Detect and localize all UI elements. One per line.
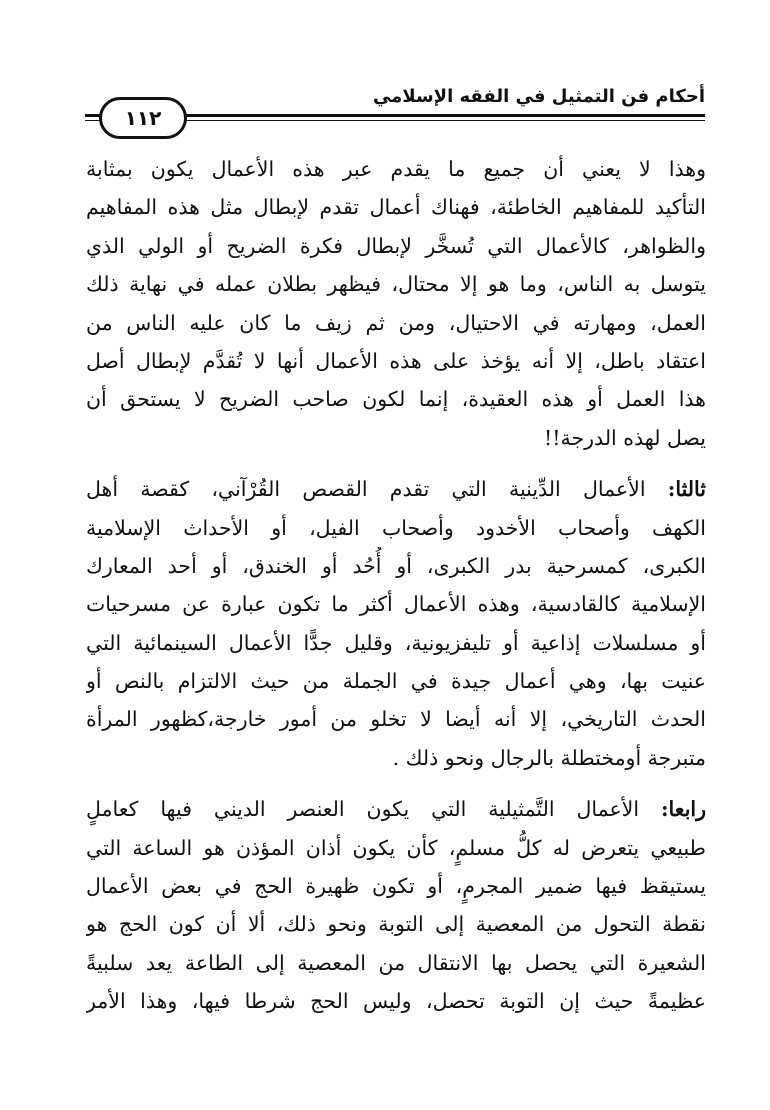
text-line: وهذا لا يعني أن جميع ما يقدم عبر هذه الأعمال يكون بمثابة	[86, 157, 706, 181]
page-number: ١١٢	[99, 97, 187, 139]
text-line: التأكيد للمفاهيم الخاطئة، فهناك أعمال تقدم لإبطال مثل هذه المفاهيم	[86, 195, 706, 220]
text-line: الشعيرة التي يحصل بها الانتقال من المعصية إلى الطاعة يعد سلبيةً	[86, 950, 706, 975]
text-line: أو مسلسلات إذاعية أو تليفزيونية، وقليل جدًّا الأعمال السينمائية التي	[86, 630, 706, 655]
paragraph-3	[86, 790, 706, 1020]
text-line	[86, 470, 706, 508]
text-line: الحدث التاريخي، إلا أنه أيضا لا تخلو من أمور خارجة،كظهور المرأة	[86, 707, 706, 732]
text-line: الإسلامية كالقادسية، وهذه الأعمال أكثر ما تكون عبارة عن مسرحيات	[86, 592, 706, 617]
text-span: الأعمال التَّمثيلية التي يكون العنصر الديني فيها كعاملٍ	[86, 797, 661, 822]
text-line: اعتقاد باطل، إلا أنه يؤخذ على هذه الأعمال أنها لا تُقدَّم لإبطال أصل	[86, 348, 706, 373]
text-line: نقطة التحول من المعصية إلى التوبة ونحو ذلك، ألا أن كون الحج هو	[86, 912, 706, 937]
running-title: أحكام فن التمثيل في الفقه الإسلامي	[372, 86, 705, 107]
paragraph-2	[86, 470, 706, 777]
text-line: يصل لهذه الدرجة!!	[544, 425, 706, 450]
paragraph-gap	[86, 457, 706, 470]
paragraph-gap	[86, 777, 706, 790]
text-line: الكهف وأصحاب الأخدود وأصحاب الفيل، أو الأحداث الإسلامية	[86, 515, 706, 540]
text-line: يستيقظ فيها ضمير المجرمٍ، أو تكون ظهيرة الحج في بعض الأعمال	[86, 874, 706, 899]
paragraph-lead: رابعا:	[660, 797, 706, 822]
page-body	[86, 150, 706, 1021]
text-line: الكبرى، كمسرحية بدر الكبرى، أو أُحُد أو الخندق، أو أحد المعارك	[86, 553, 706, 578]
text-line: عظيمةً حيث إن التوبة تحصل، وليس الحج شرطا فيها، وهذا الأمر	[86, 989, 706, 1014]
paragraph-lead: ثالثا:	[667, 477, 706, 502]
text-line	[86, 790, 706, 828]
text-span: الأعمال الدِّينية التي تقدم القصص القُرْآني، كقصة أهل	[86, 477, 668, 502]
paragraph-1	[86, 150, 706, 457]
text-line: هذا العمل أو هذه العقيدة، إنما لكون صاحب الضريح لا يستحق أن	[86, 387, 706, 412]
text-line: متبرجة أومختطلة بالرجال ونحو ذلك .	[392, 745, 706, 770]
text-line: العمل، ومهارته في الاحتيال، ومن ثم زيف ما كان عليه الناس من	[86, 310, 706, 335]
text-line: يتوسل به الناس، وما هو إلا محتال، فيظهر بطلان عمله في نهاية ذلك	[86, 272, 706, 297]
text-line: والظواهر، كالأعمال التي تُسخَّر لإبطال فكرة الضريح أو الولي الذي	[86, 233, 706, 258]
text-line: عنيت بها، وهي أعمال جيدة في الجملة من حيث الالتزام بالنص أو	[86, 669, 706, 694]
page-header	[85, 78, 705, 128]
text-line: طبيعي يتعرض له كلُّ مسلمٍ، كأن يكون أذان المؤذن هو الساعة التي	[86, 835, 706, 860]
